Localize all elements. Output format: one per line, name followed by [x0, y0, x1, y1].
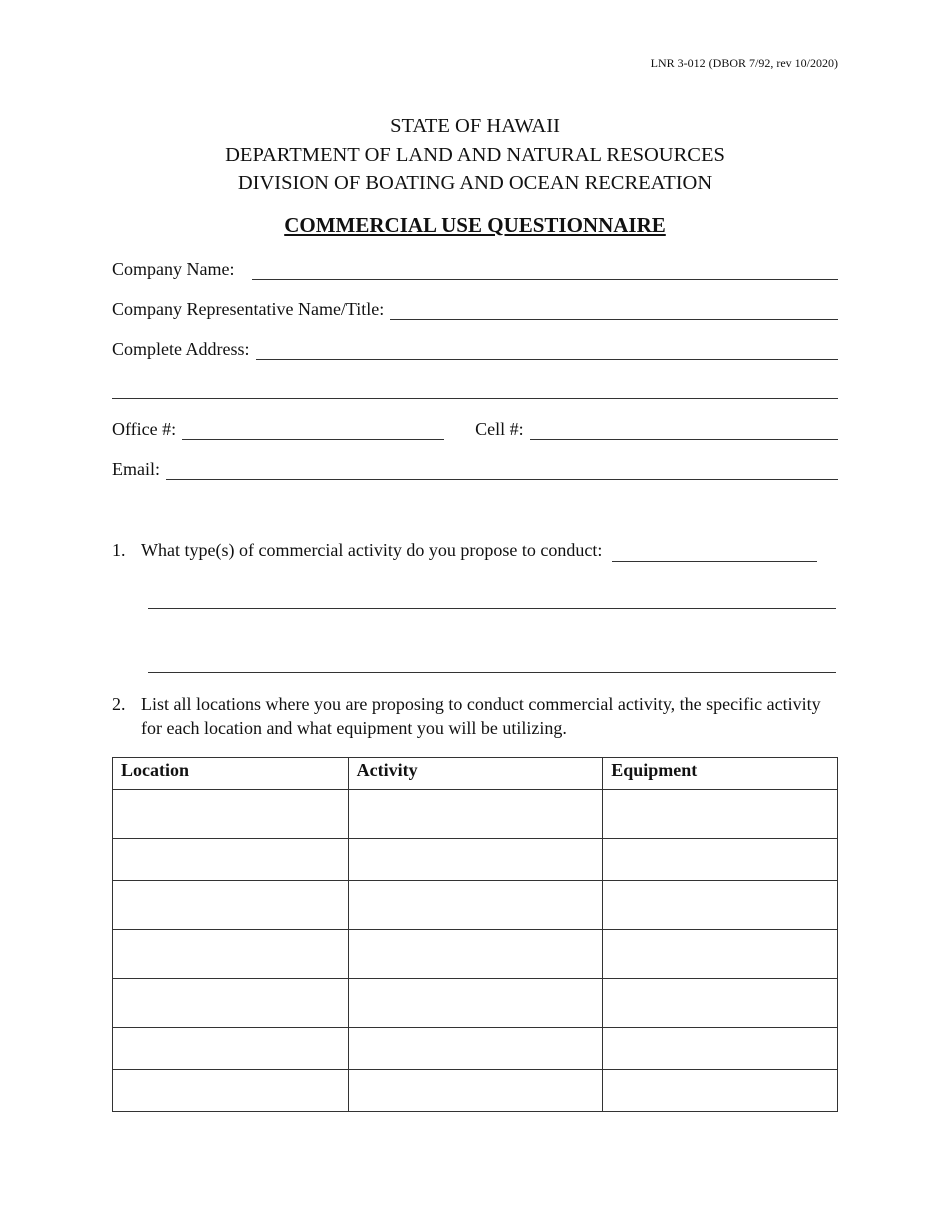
table-row [113, 790, 838, 839]
activity-cell[interactable] [348, 979, 603, 1028]
form-title: COMMERCIAL USE QUESTIONNAIRE [284, 213, 666, 237]
cell-input[interactable] [530, 422, 838, 440]
activity-cell[interactable] [348, 839, 603, 881]
location-cell[interactable] [113, 839, 349, 881]
company-name-label: Company Name: [112, 259, 235, 279]
locations-table [112, 757, 838, 1112]
question-1-text: What type(s) of commercial activity do you propose to conduct: [141, 540, 603, 560]
table-row [113, 839, 838, 881]
equipment-cell[interactable] [603, 1070, 838, 1112]
equipment-cell[interactable] [603, 1028, 838, 1070]
agency-state: STATE OF HAWAII [390, 115, 560, 137]
representative-label: Company Representative Name/Title: [112, 299, 385, 319]
equipment-cell[interactable] [603, 979, 838, 1028]
question-1 [112, 538, 836, 562]
agency-division: DIVISION OF BOATING AND OCEAN RECREATION [237, 172, 713, 194]
activity-cell[interactable] [348, 1028, 603, 1070]
activity-cell[interactable] [348, 1070, 603, 1112]
question-1-answer-inline[interactable] [612, 544, 817, 562]
address-second-line[interactable] [112, 398, 838, 399]
location-cell[interactable] [113, 930, 349, 979]
location-cell[interactable] [113, 979, 349, 1028]
representative-input[interactable] [390, 302, 838, 320]
email-field [112, 458, 838, 480]
office-input[interactable] [182, 422, 444, 440]
equipment-cell[interactable] [603, 839, 838, 881]
representative-field [112, 298, 838, 320]
question-1-number: 1. [112, 540, 126, 560]
table-row [113, 930, 838, 979]
activity-cell[interactable] [348, 790, 603, 839]
column-header-location: Location [113, 758, 349, 790]
email-input[interactable] [166, 462, 838, 480]
question-2 [112, 692, 836, 740]
agency-header [0, 112, 950, 198]
table-header-row [113, 758, 838, 790]
form-code: LNR 3-012 (DBOR 7/92, rev 10/2020) [650, 56, 838, 70]
equipment-cell[interactable] [603, 881, 838, 930]
company-name-input[interactable] [252, 262, 838, 280]
email-label: Email: [112, 459, 160, 479]
address-label: Complete Address: [112, 339, 250, 359]
activity-cell[interactable] [348, 930, 603, 979]
equipment-cell[interactable] [603, 930, 838, 979]
equipment-cell[interactable] [603, 790, 838, 839]
table-row [113, 1028, 838, 1070]
table-row [113, 881, 838, 930]
company-name-field [112, 258, 838, 280]
location-cell[interactable] [113, 1070, 349, 1112]
question-1-answer-line[interactable] [148, 608, 836, 609]
table-row [113, 1070, 838, 1112]
address-input[interactable] [256, 342, 839, 360]
column-header-equipment: Equipment [603, 758, 838, 790]
question-2-text: List all locations where you are proposing to conduct commercial activity, the specific activity for each location and what equipment you will be utilizing. [141, 694, 821, 738]
location-cell[interactable] [113, 1028, 349, 1070]
phone-fields [112, 418, 838, 440]
cell-label: Cell #: [475, 419, 524, 439]
question-2-number: 2. [112, 694, 126, 714]
table-row [113, 979, 838, 1028]
column-header-activity: Activity [348, 758, 603, 790]
location-cell[interactable] [113, 790, 349, 839]
agency-department: DEPARTMENT OF LAND AND NATURAL RESOURCES [225, 143, 725, 166]
activity-cell[interactable] [348, 881, 603, 930]
office-label: Office #: [112, 419, 177, 439]
location-cell[interactable] [113, 881, 349, 930]
address-field [112, 338, 838, 360]
question-1-answer-line[interactable] [148, 672, 836, 673]
